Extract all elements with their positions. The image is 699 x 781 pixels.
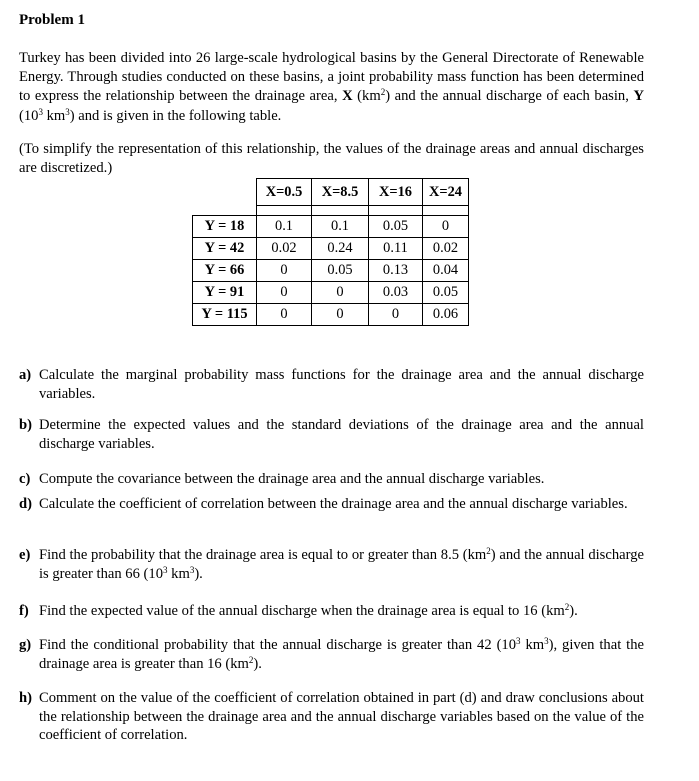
question-label: b) <box>19 417 32 433</box>
question-g <box>19 636 644 673</box>
question-f <box>19 602 644 621</box>
question-d <box>19 495 644 514</box>
x-header: X=24 <box>423 179 469 206</box>
question-text: Compute the covariance between the drainage area and the annual discharge variables. <box>39 471 545 487</box>
x-header: X=0.5 <box>257 179 312 206</box>
x-unit-exponent: 2 <box>380 87 386 98</box>
table-row <box>193 238 469 260</box>
question-text-part: ), given that the drainage area is greater than 16 (km <box>39 637 645 672</box>
x-unit: (km <box>352 88 381 105</box>
intro-text-1: Turkey has been divided into 26 large-scale hydrological basins by the General Directorate of Renewable Energy. Through studies conducted on these basins, a joint probability mass function has been determined to express the relationship between the drainage area, <box>19 50 644 105</box>
table-row <box>193 260 469 282</box>
y-label: Y = 18 <box>193 216 257 238</box>
question-text: Calculate the coefficient of correlation between the drainage area and the annual discharge variables. <box>39 496 628 512</box>
question-text-part: ). <box>253 655 262 672</box>
question-text: Calculate the marginal probability mass functions for the drainage area and the annual discharge variables. <box>39 367 644 402</box>
table-cell: 0.05 <box>312 260 369 282</box>
question-text <box>39 602 644 621</box>
x-header: X=8.5 <box>312 179 369 206</box>
table-cell: 0.04 <box>423 260 469 282</box>
question-text: Comment on the value of the coefficient of correlation obtained in part (d) and draw conclusions about the relationship between the drainage area and the annual discharge variables based on the value of the coefficient of correlation. <box>39 690 644 744</box>
question-h <box>19 689 644 745</box>
table-spacer-row <box>193 206 469 216</box>
y-unit-exponent-1: 3 <box>38 106 43 117</box>
question-a <box>19 366 644 403</box>
table-cell: 0.05 <box>423 282 469 304</box>
table-corner-cell <box>193 179 257 206</box>
question-label: a) <box>19 367 32 383</box>
y-unit-mid: km <box>42 107 66 124</box>
note-paragraph: (To simplify the representation of this relationship, the values of the drainage areas and annual discharges are discretized.) <box>19 141 644 177</box>
table-cell: 0.1 <box>312 216 369 238</box>
table-row <box>193 216 469 238</box>
table-cell: 0 <box>312 304 369 326</box>
question-label: d) <box>19 496 32 512</box>
question-text: Determine the expected values and the standard deviations of the drainage area and the annual discharge variables. <box>39 417 644 452</box>
y-label: Y = 115 <box>193 304 257 326</box>
question-text <box>39 636 644 673</box>
question-text-part: ) and the annual discharge is greater than 66 (10 <box>39 547 644 582</box>
table-cell: 0.03 <box>369 282 423 304</box>
table-cell: 0.02 <box>423 238 469 260</box>
question-label: h) <box>19 690 32 706</box>
table-cell: 0 <box>312 282 369 304</box>
joint-pmf-table <box>192 178 469 326</box>
question-label: c) <box>19 471 31 487</box>
question-c <box>19 470 644 489</box>
question-label: f) <box>19 603 29 619</box>
joint-pmf-table-wrap <box>192 178 469 326</box>
exponent: 3 <box>544 636 549 646</box>
y-unit-exponent-2: 3 <box>65 106 70 117</box>
question-e <box>19 546 644 583</box>
table-row <box>193 282 469 304</box>
exponent: 2 <box>564 602 570 612</box>
intro-paragraph <box>19 49 644 126</box>
table-cell: 0 <box>423 216 469 238</box>
question-text-part: Find the conditional probability that the annual discharge is greater than 42 (10 <box>39 637 517 653</box>
exponent: 3 <box>163 564 168 575</box>
exponent: 2 <box>486 546 491 556</box>
exponent: 3 <box>516 636 521 646</box>
x-header: X=16 <box>369 179 423 206</box>
intro-text-3: ) and is given in the following table. <box>69 107 282 124</box>
intro-text-2: ) and the annual discharge of each basin, <box>385 88 634 105</box>
table-cell: 0.05 <box>369 216 423 238</box>
table-cell: 0.06 <box>423 304 469 326</box>
table-cell: 0 <box>257 282 312 304</box>
table-cell: 0.1 <box>257 216 312 238</box>
table-cell: 0 <box>257 260 312 282</box>
table-header-row <box>193 179 469 206</box>
question-b <box>19 416 644 453</box>
x-symbol: X <box>342 88 353 105</box>
table-cell: 0 <box>257 304 312 326</box>
y-label: Y = 42 <box>193 238 257 260</box>
question-text-part: km <box>520 637 545 653</box>
table-cell: 0.02 <box>257 238 312 260</box>
question-text-part: ). <box>569 603 578 619</box>
question-text-part: Find the expected value of the annual discharge when the drainage area is equal to 16 (km <box>39 603 565 619</box>
question-text-part: km <box>167 565 190 582</box>
problem-title: Problem 1 <box>19 12 85 28</box>
table-cell: 0 <box>369 304 423 326</box>
table-cell: 0.13 <box>369 260 423 282</box>
question-text-part: ). <box>194 565 203 582</box>
y-label: Y = 91 <box>193 282 257 304</box>
y-unit: (10 <box>19 107 39 124</box>
question-text-part: Find the probability that the drainage area is equal to or greater than 8.5 (km <box>39 547 487 563</box>
question-label: e) <box>19 547 31 563</box>
question-label: g) <box>19 637 32 653</box>
exponent: 3 <box>189 564 195 575</box>
table-row <box>193 304 469 326</box>
table-cell: 0.24 <box>312 238 369 260</box>
y-symbol: Y <box>633 88 644 105</box>
question-text <box>39 546 644 583</box>
table-cell: 0.11 <box>369 238 423 260</box>
exponent: 2 <box>248 654 254 665</box>
y-label: Y = 66 <box>193 260 257 282</box>
